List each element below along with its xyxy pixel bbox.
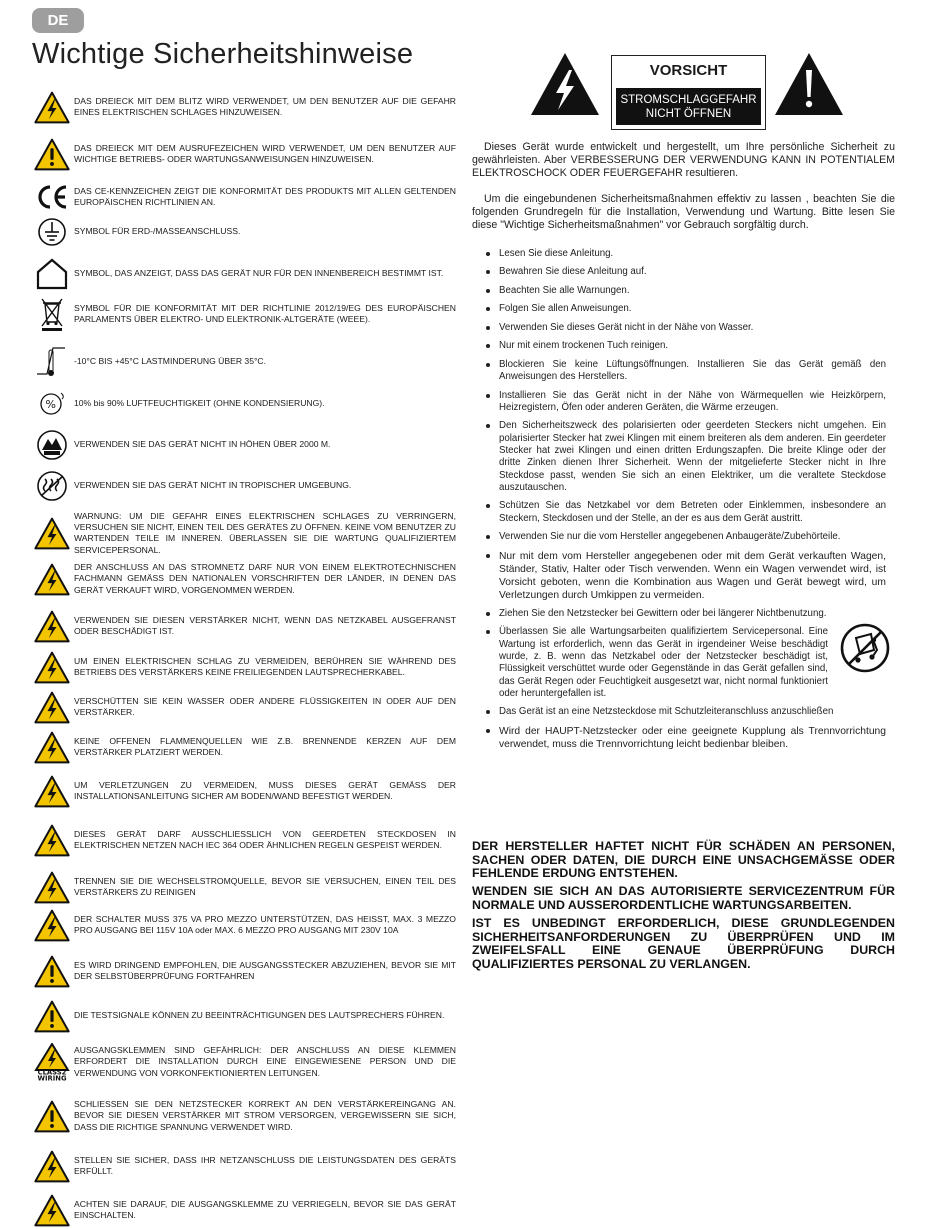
caution-line-2: NICHT ÖFFNEN [645, 107, 732, 120]
safety-symbol-row [32, 467, 456, 505]
safety-symbol-row [32, 821, 456, 859]
safety-symbol-row [32, 426, 456, 464]
safety-symbol-text: DER SCHALTER MUSS 375 VA PRO MEZZO UNTERSTÜTZEN, DAS HEISST, MAX. 3 MEZZO PRO AUSGANG BEI 115V 10A oder MAX. 6 MEZZO PRO AUSGANG MIT 230V 10A [74, 913, 456, 935]
safety-symbol-row [32, 295, 456, 333]
safety-rule-item: Installieren Sie das Gerät nicht in der Nähe von Wärmequellen wie Heizkörpern, Heizregistern, Öfen oder anderen Geräten, die Wärme erzeugen. [486, 390, 886, 415]
safety-rule-item: Ziehen Sie den Netzstecker bei Gewittern oder bei längerer Nichtbenutzung. [486, 608, 886, 620]
humidity-icon [32, 385, 72, 423]
lightning-warning-icon [32, 514, 72, 552]
trolley-tip-over-icon [840, 620, 890, 675]
safety-rule-item: Nur mit dem vom Hersteller angegebenen oder mit dem Gerät verkauften Wagen, Ständer, Stativ, Halter oder Tisch verwenden. Wenn ein Wagen verwendet wird, ist Vorsicht geboten, wenn die Kombination aus Wagen und Gerät bewegt wird, um Verletzungen durch Umkippen zu vermeiden. [486, 550, 886, 602]
temperature-icon [32, 343, 72, 381]
safety-rule-item: Verwenden Sie dieses Gerät nicht in der Nähe von Wasser. [486, 322, 886, 334]
safety-symbol-row [32, 1097, 456, 1135]
safety-symbol-row [32, 607, 456, 645]
safety-rule-item: Bewahren Sie diese Anleitung auf. [486, 266, 886, 278]
safety-symbol-text: DAS DREIECK MIT DEM AUSRUFEZEICHEN WIRD VERWENDET, UM DEN BENUTZER AUF WICHTIGE BETRIEBS- ODER WARTUNGSANWEISUNGEN HINZUWEISEN. [74, 142, 456, 164]
safety-symbol-text: DIESES GERÄT DARF AUSSCHLIESSLICH VON GEERDETEN STECKDOSEN IN ELEKTRISCHEN NETZEN NACH IEC 364 ODER ÄHNLICHEN REGELN GESPEIST WERDEN. [74, 828, 456, 850]
exclamation-warning-icon [32, 952, 72, 990]
safety-rule-item: Verwenden Sie nur die vom Hersteller angegebenen Anbaugeräte/Zubehörteile. [486, 531, 886, 543]
intro-paragraph-1: Dieses Gerät wurde entwickelt und hergestellt, um Ihre persönliche Sicherheit zu gewährleisten. Aber VERBESSERUNG DER VERWENDUNG KANN IN POTENTIALEM ELEKTROSCHOCK ODER FEUERGEFAHR resultieren. [472, 141, 895, 180]
indoor-house-icon [32, 255, 72, 293]
safety-symbol-text: DER ANSCHLUSS AN DAS STROMNETZ DARF NUR VON EINEM ELEKTROTECHNISCHEN FACHMANN GEMÄSS DEN NATIONALEN VORSCHRIFTEN DER LÄNDER, IN DENEN DAS GERÄT VERKAUFT WIRD, VORGENOMMEN WERDEN. [74, 562, 456, 595]
safety-rule-item: Überlassen Sie alle Wartungsarbeiten qualifiziertem Servicepersonal. Eine Wartung ist erforderlich, wenn das Gerät in irgendeiner Weise beschädigt wurde, z. B. wenn das Netzkabel oder der Netzstecker beschädigt ist, Flüssigkeit verschüttet wurde oder Gegenstände in das Gerät gefallen sind, das Gerät Regen oder Feuchtigkeit ausgesetzt war, nicht normal funktioniert oder heruntergefallen ist. [486, 626, 886, 700]
safety-symbol-row [32, 688, 456, 726]
class2-wiring-icon [32, 1043, 72, 1081]
exclamation-warning-icon [32, 997, 72, 1035]
safety-rule-item: Schützen Sie das Netzkabel vor dem Betreten oder Einklemmen, insbesondere an Steckern, Steckdosen und der Stelle, an der es aus dem Gerät austritt. [486, 500, 886, 525]
safety-symbol-row [32, 135, 456, 173]
service-center-notice: WENDEN SIE SICH AN DAS AUTORISIERTE SERVICEZENTRUM FÜR NORMALE UND AUSSERORDENTLICHE WARTUNGSARBEITEN. [472, 884, 895, 912]
exclamation-warning-icon [32, 135, 72, 173]
weee-bin-icon [32, 295, 72, 333]
caution-line-1: STROMSCHLAGGEFAHR [620, 93, 757, 106]
lightning-warning-icon [32, 1191, 72, 1229]
safety-symbol-text: DAS CE-KENNZEICHEN ZEIGT DIE KONFORMITÄT DES PRODUKTS MIT ALLEN GELTENDEN EUROPÄISCHEN RICHTLINIEN AN. [74, 185, 456, 207]
safety-symbol-text: ES WIRD DRINGEND EMPFOHLEN, DIE AUSGANGSSTECKER ABZUZIEHEN, BEVOR SIE MIT DER SELBSTÜBERPRÜFUNG FORTFAHREN [74, 959, 456, 981]
safety-symbol-row [32, 560, 456, 598]
verification-notice: IST ES UNBEDINGT ERFORDERLICH, DIESE GRUNDLEGENDEN SICHERHEITSANFORDERUNGEN ZU ÜBERPRÜFEN UND IM ZWEIFELSFALL EINE GENAUE ÜBERPRÜFUNG DURCH QUALIFIZIERTES PERSONAL ZU VERLANGEN. [472, 916, 895, 971]
altitude-icon [32, 426, 72, 464]
safety-rule-item: Den Sicherheitszweck des polarisierten oder geerdeten Steckers nicht umgehen. Ein polarisierter Stecker hat zwei Klingen mit einem breiteren als dem anderen. Ein geerdeter Stecker hat zwei Klingen und einen dritten Erdungszapfen. Die breite Klinge oder der dritte Zinken dienen Ihrer Sicherheit. Wenn der mitgelieferte Stecker nicht in Ihre Steckdose passt, wenden Sie sich an einen Elektriker, um die veraltete Steckdose auszutauschen. [486, 420, 886, 494]
safety-symbol-text: DAS DREIECK MIT DEM BLITZ WIRD VERWENDET, UM DEN BENUTZER AUF DIE GEFAHR EINES ELEKTRISCHEN SCHLAGES HINZUWEISEN. [74, 95, 456, 117]
lightning-warning-icon [32, 906, 72, 944]
safety-symbol-text: SYMBOL FÜR DIE KONFORMITÄT MIT DER RICHTLINIE 2012/19/EG DES EUROPÄISCHEN PARLAMENTS ÜBER ELEKTRO- UND ELEKTRONIK-ALTGERÄTE (WEEE). [74, 302, 456, 324]
safety-symbol-text: TRENNEN SIE DIE WECHSELSTROMQUELLE, BEVOR SIE VERSUCHEN, EINEN TEIL DES VERSTÄRKERS ZU REINIGEN [74, 875, 456, 897]
safety-symbol-row [32, 1043, 456, 1081]
ground-symbol-icon [32, 213, 72, 251]
lightning-warning-icon [32, 648, 72, 686]
lightning-warning-icon [32, 1147, 72, 1185]
safety-symbol-text: ACHTEN SIE DARAUF, DIE AUSGANGSKLEMME ZU VERRIEGELN, BEVOR SIE DAS GERÄT EINSCHALTEN. [74, 1198, 456, 1220]
safety-symbol-row [32, 728, 456, 766]
safety-symbol-row [32, 952, 456, 990]
svg-text:WIRING: WIRING [37, 1074, 67, 1081]
intro-paragraph-2: Um die eingebundenen Sicherheitsmaßnahmen effektiv zu lassen , beachten Sie die folgenden Grundregeln für die Installation, Verwendung und Wartung. Bitte lesen Sie diese "Wichtige Sicherheitsmaßnahmen" vor Gebrauch sorgfältig durch. [472, 193, 895, 232]
safety-symbol-row [32, 906, 456, 944]
safety-symbol-text: VERSCHÜTTEN SIE KEIN WASSER ODER ANDERE FLÜSSIGKEITEN IN ODER AUF DEN VERSTÄRKER. [74, 695, 456, 717]
safety-symbol-text: SYMBOL, DAS ANZEIGT, DASS DAS GERÄT NUR FÜR DEN INNENBEREICH BESTIMMT IST. [74, 268, 444, 279]
lightning-warning-icon [32, 560, 72, 598]
ce-mark-icon [32, 178, 72, 216]
safety-symbol-row [32, 178, 456, 216]
safety-symbol-text: VERWENDEN SIE DIESEN VERSTÄRKER NICHT, WENN DAS NETZKABEL AUSGEFRANST ODER BESCHÄDIGT IST. [74, 614, 456, 636]
safety-symbol-text: 10% bis 90% LUFTFEUCHTIGKEIT (OHNE KONDENSIERUNG). [74, 398, 325, 409]
lightning-warning-icon [32, 88, 72, 126]
language-badge: DE [32, 8, 84, 33]
lightning-warning-icon [32, 821, 72, 859]
large-lightning-warning-icon [528, 50, 602, 118]
safety-symbol-row [32, 88, 456, 126]
safety-symbol-row [32, 772, 456, 810]
caution-heading: VORSICHT [649, 62, 728, 79]
safety-rule-item: Wird der HAUPT-Netzstecker oder eine geeignete Kupplung als Trennvorrichtung verwendet, muss die Trennvorrichtung leicht bedienbar bleiben. [486, 725, 886, 751]
safety-symbol-row [32, 868, 456, 906]
liability-notice: DER HERSTELLER HAFTET NICHT FÜR SCHÄDEN AN PERSONEN, SACHEN ODER DATEN, DIE DURCH EINE UNSACHGEMÄSSE ODER FEHLENDE ERDUNG ENTSTEHEN. [472, 839, 895, 881]
lightning-warning-icon [32, 728, 72, 766]
safety-rules-list [486, 248, 886, 757]
caution-warning-text [616, 88, 761, 125]
safety-rule-item: Nur mit einem trockenen Tuch reinigen. [486, 340, 886, 352]
safety-symbol-row [32, 343, 456, 381]
safety-symbol-text: KEINE OFFENEN FLAMMENQUELLEN WIE Z.B. BRENNENDE KERZEN AUF DEM VERSTÄRKER PLATZIERT WERDEN. [74, 735, 456, 757]
safety-symbol-text: -10°C BIS +45°C LASTMINDERUNG ÜBER 35°C. [74, 356, 267, 367]
safety-symbol-text: STELLEN SIE SICHER, DASS IHR NETZANSCHLUSS DIE LEISTUNGSDATEN DES GERÄTS ERFÜLLT. [74, 1154, 456, 1176]
tropical-icon [32, 467, 72, 505]
safety-symbol-row [32, 385, 456, 423]
safety-rule-item: Beachten Sie alle Warnungen. [486, 285, 886, 297]
safety-symbol-text: SCHLIESSEN SIE DEN NETZSTECKER KORREKT AN DEN VERSTÄRKEREINGANG AN. BEVOR SIE DIESEN VERSTÄRKER MIT STROM VERSORGEN, VERGEWISSERN SIE SICH, DASS DIE RICHTIGE SPANNUNG VERWENDET WIRD. [74, 1099, 456, 1132]
safety-symbol-text: UM EINEN ELEKTRISCHEN SCHLAG ZU VERMEIDEN, BERÜHREN SIE WÄHREND DES BETRIEBS DES VERSTÄRKERS KEINE FREILIEGENDEN LAUTSPRECHERKABEL. [74, 655, 456, 677]
svg-text:%: % [45, 398, 56, 411]
safety-symbol-row [32, 255, 456, 293]
safety-symbol-text: VERWENDEN SIE DAS GERÄT NICHT IN HÖHEN ÜBER 2000 M. [74, 439, 331, 450]
lightning-warning-icon [32, 688, 72, 726]
safety-rule-item: Lesen Sie diese Anleitung. [486, 248, 886, 260]
safety-rule-item: Folgen Sie allen Anweisungen. [486, 303, 886, 315]
safety-rule-item: Blockieren Sie keine Lüftungsöffnungen. Installieren Sie das Gerät gemäß den Anweisungen des Herstellers. [486, 359, 886, 384]
safety-symbol-text: SYMBOL FÜR ERD-/MASSEANSCHLUSS. [74, 226, 241, 237]
safety-symbol-row [32, 213, 456, 251]
lightning-warning-icon [32, 607, 72, 645]
svg-text:CLASS2: CLASS2 [37, 1068, 67, 1077]
safety-symbol-text: DIE TESTSIGNALE KÖNNEN ZU BEEINTRÄCHTIGUNGEN DES LAUTSPRECHERS FÜHREN. [74, 1010, 445, 1021]
safety-symbol-text: AUSGANGSKLEMMEN SIND GEFÄHRLICH: DER ANSCHLUSS AN DIESE KLEMMEN ERFORDERT DIE INSTALLATION DURCH EINE EINGEWIESENE PERSON UND DIE VERWENDUNG VON VORKONFEKTIONIERTEN LEITUNGEN. [74, 1045, 456, 1078]
safety-symbol-row [32, 1147, 456, 1185]
large-exclamation-warning-icon [772, 50, 846, 118]
safety-symbol-row [32, 648, 456, 686]
lightning-warning-icon [32, 868, 72, 906]
safety-symbol-text: UM VERLETZUNGEN ZU VERMEIDEN, MUSS DIESES GERÄT GEMÄSS DER INSTALLATIONSANLEITUNG SICHER AM BODEN/WAND BEFESTIGT WERDEN. [74, 779, 456, 801]
safety-symbol-text: WARNUNG: UM DIE GEFAHR EINES ELEKTRISCHEN SCHLAGES ZU VERRINGERN, VERSUCHEN SIE NICHT, EINEN TEIL DES GERÄTES ZU ÖFFNEN. KEINE VOM BENUTZER ZU WARTENDEN TEILE IM INNEREN. ÜBERLASSEN SIE DIE WARTUNG QUALIFIZIERTEM SERVICEPERSONAL. [74, 511, 456, 555]
safety-rule-item: Das Gerät ist an eine Netzsteckdose mit Schutzleiteranschluss anzuschließen [486, 706, 886, 718]
page-title: Wichtige Sicherheitshinweise [32, 38, 414, 70]
caution-box [611, 55, 766, 130]
safety-symbol-text: VERWENDEN SIE DAS GERÄT NICHT IN TROPISCHER UMGEBUNG. [74, 480, 352, 491]
safety-symbol-row [32, 1191, 456, 1229]
safety-symbol-row [32, 997, 456, 1035]
lightning-warning-icon [32, 772, 72, 810]
exclamation-warning-icon [32, 1097, 72, 1135]
safety-symbol-row [32, 511, 456, 556]
caution-label [522, 50, 862, 130]
